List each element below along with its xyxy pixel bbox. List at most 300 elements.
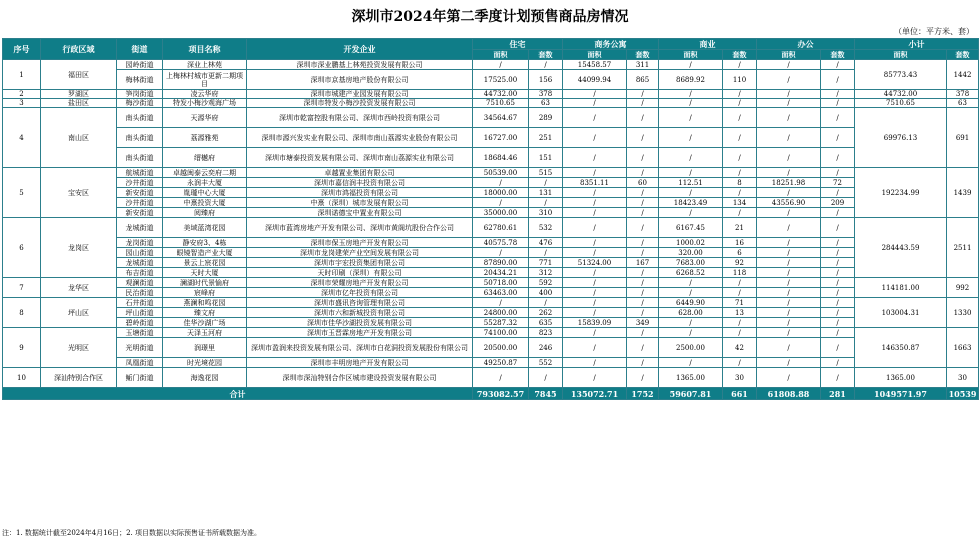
cell-subtotal-area: 7510.65 [855, 99, 947, 108]
cell-res-units: 312 [529, 268, 563, 278]
cell-street: 龙岗街道 [117, 238, 163, 248]
cell-street: 玉塘街道 [117, 328, 163, 338]
cell-off-units: / [821, 328, 855, 338]
table-row [3, 90, 979, 99]
cell-off-units: / [821, 208, 855, 218]
cell-street: 梅林街道 [117, 70, 163, 90]
cell-off-units: / [821, 168, 855, 178]
cell-developer: 深圳市深汕特别合作区城市建设投资发展有限公司 [247, 368, 473, 388]
header-district: 行政区域 [41, 39, 117, 60]
cell-com-area: / [659, 358, 723, 368]
cell-apt-area: / [563, 248, 627, 258]
cell-apt-area: / [563, 288, 627, 298]
cell-seq: 1 [3, 60, 41, 90]
total-com-units: 661 [723, 388, 757, 400]
cell-subtotal-units: 378 [947, 90, 979, 99]
total-apt-area: 135072.71 [563, 388, 627, 400]
cell-street: 布吉街道 [117, 268, 163, 278]
cell-street: 龙城街道 [117, 258, 163, 268]
cell-com-units: 8 [723, 178, 757, 188]
cell-project: 天时大厦 [163, 268, 247, 278]
cell-res-units: / [529, 248, 563, 258]
cell-street: 观澜街道 [117, 278, 163, 288]
cell-com-units: 71 [723, 298, 757, 308]
table-row [3, 168, 979, 178]
cell-developer: 深圳市荣耀房地产开发有限公司 [247, 278, 473, 288]
cell-res-area: 74100.00 [473, 328, 529, 338]
cell-project: 时光境花园 [163, 358, 247, 368]
cell-apt-area: / [563, 338, 627, 358]
cell-apt-units: / [627, 278, 659, 288]
cell-off-units: 209 [821, 198, 855, 208]
cell-apt-area: 15458.57 [563, 60, 627, 70]
cell-com-units: / [723, 99, 757, 108]
cell-off-units: / [821, 238, 855, 248]
cell-apt-area: / [563, 358, 627, 368]
cell-apt-units: / [627, 108, 659, 128]
cell-res-units: 151 [529, 148, 563, 168]
cell-com-units: / [723, 188, 757, 198]
header-commercial: 商业 [659, 39, 757, 50]
cell-res-area: 55287.32 [473, 318, 529, 328]
cell-subtotal-area: 192234.99 [855, 168, 947, 218]
cell-res-units: 262 [529, 308, 563, 318]
cell-res-area: / [473, 178, 529, 188]
cell-developer: 深圳市玉晋霖房地产开发有限公司 [247, 328, 473, 338]
cell-res-units: 515 [529, 168, 563, 178]
cell-street: 梅沙街道 [117, 99, 163, 108]
cell-off-area: / [757, 258, 821, 268]
cell-project: 荔源雅苑 [163, 128, 247, 148]
table-row [3, 338, 979, 358]
cell-com-area: / [659, 318, 723, 328]
cell-res-units: / [529, 198, 563, 208]
cell-developer: 深圳市乾富控股有限公司、深圳市西岭投资有限公司 [247, 108, 473, 128]
cell-apt-units: / [627, 328, 659, 338]
page-title: 深圳市2024年第二季度计划预售商品房情况 [351, 9, 629, 25]
cell-com-units: / [723, 278, 757, 288]
total-sub-units: 10539 [947, 388, 979, 400]
cell-street: 沙井街道 [117, 198, 163, 208]
cell-subtotal-area: 69976.13 [855, 108, 947, 168]
cell-project: 美域蓝湾花园 [163, 218, 247, 238]
cell-com-units: 21 [723, 218, 757, 238]
cell-apt-units: / [627, 368, 659, 388]
total-com-area: 59607.81 [659, 388, 723, 400]
footnote: 注：1. 数据统计截至2024年4月16日；2. 项目数据以实际预售证书所载数据为准。 [2, 529, 261, 537]
cell-com-area: 1000.02 [659, 238, 723, 248]
cell-com-area: 320.00 [659, 248, 723, 258]
cell-res-units: / [529, 368, 563, 388]
cell-off-area: 43556.90 [757, 198, 821, 208]
cell-project: 澜湖时代景愉府 [163, 278, 247, 288]
cell-com-units: / [723, 318, 757, 328]
cell-res-area: / [473, 248, 529, 258]
subheader-units: 套数 [529, 50, 563, 60]
table-row [3, 128, 979, 148]
cell-apt-area: / [563, 128, 627, 148]
cell-off-units: / [821, 268, 855, 278]
subheader-area: 面积 [659, 50, 723, 60]
cell-res-units: 63 [529, 99, 563, 108]
cell-seq: 5 [3, 168, 41, 218]
cell-com-units: / [723, 60, 757, 70]
cell-street: 光明街道 [117, 338, 163, 358]
cell-project: 静安府3、4栋 [163, 238, 247, 248]
header-residential: 住宅 [473, 39, 563, 50]
cell-apt-units: 60 [627, 178, 659, 188]
cell-subtotal-area: 103004.31 [855, 298, 947, 328]
cell-off-units: / [821, 188, 855, 198]
cell-developer: 深圳市蓝湾房地产开发有限公司、深圳市黄阁坑股份合作公司 [247, 218, 473, 238]
cell-project: 永润丰大厦 [163, 178, 247, 188]
cell-off-units: / [821, 128, 855, 148]
cell-apt-area: / [563, 218, 627, 238]
cell-seq: 6 [3, 218, 41, 278]
cell-off-area: / [757, 208, 821, 218]
cell-apt-area: 51324.00 [563, 258, 627, 268]
cell-project: 天泽玉河府 [163, 328, 247, 338]
cell-com-area: 2500.00 [659, 338, 723, 358]
cell-project: 宸峰府 [163, 288, 247, 298]
cell-subtotal-units: 992 [947, 278, 979, 298]
cell-com-units: 92 [723, 258, 757, 268]
cell-res-area: 20434.21 [473, 268, 529, 278]
cell-res-area: / [473, 298, 529, 308]
cell-com-units: / [723, 128, 757, 148]
cell-apt-area: / [563, 328, 627, 338]
cell-com-units: 13 [723, 308, 757, 318]
cell-seq: 2 [3, 90, 41, 99]
cell-street: 新安街道 [117, 208, 163, 218]
cell-apt-area: / [563, 308, 627, 318]
cell-seq: 9 [3, 328, 41, 368]
cell-project: 深业上林苑 [163, 60, 247, 70]
cell-district: 光明区 [41, 328, 117, 368]
cell-developer: 深圳诺德宝中置业有限公司 [247, 208, 473, 218]
cell-district: 龙华区 [41, 278, 117, 298]
table-row [3, 218, 979, 238]
cell-street: 石井街道 [117, 298, 163, 308]
cell-res-area: 34564.67 [473, 108, 529, 128]
cell-project: 景云上宸花园 [163, 258, 247, 268]
cell-com-area: 628.00 [659, 308, 723, 318]
table-row [3, 368, 979, 388]
cell-res-area: 7510.65 [473, 99, 529, 108]
cell-district: 南山区 [41, 108, 117, 168]
cell-apt-area: / [563, 368, 627, 388]
cell-apt-area: / [563, 208, 627, 218]
cell-off-area: 18251.98 [757, 178, 821, 188]
cell-subtotal-area: 85773.43 [855, 60, 947, 90]
cell-off-area: / [757, 148, 821, 168]
cell-apt-units: / [627, 148, 659, 168]
total-off-area: 61808.88 [757, 388, 821, 400]
cell-seq: 8 [3, 298, 41, 328]
cell-developer: 深圳市宇宏投资集团有限公司 [247, 258, 473, 268]
subheader-units: 套数 [723, 50, 757, 60]
cell-apt-units: / [627, 248, 659, 258]
cell-res-area: 17525.00 [473, 70, 529, 90]
cell-apt-units: / [627, 218, 659, 238]
cell-com-area: / [659, 128, 723, 148]
cell-subtotal-area: 284443.59 [855, 218, 947, 278]
cell-apt-area: / [563, 168, 627, 178]
table-row [3, 248, 979, 258]
cell-apt-units: / [627, 90, 659, 99]
table-row [3, 148, 979, 168]
cell-res-units: 771 [529, 258, 563, 268]
cell-com-area: / [659, 278, 723, 288]
cell-res-area: 18684.46 [473, 148, 529, 168]
cell-res-units: 635 [529, 318, 563, 328]
cell-developer: 卓越置业集团有限公司 [247, 168, 473, 178]
cell-seq: 7 [3, 278, 41, 298]
cell-com-units: 134 [723, 198, 757, 208]
cell-res-area: 62780.61 [473, 218, 529, 238]
subheader-area: 面积 [563, 50, 627, 60]
cell-com-area: 112.51 [659, 178, 723, 188]
cell-street: 龙城街道 [117, 218, 163, 238]
cell-developer: 深圳市嘉信润丰投资有限公司 [247, 178, 473, 188]
header-street: 街道 [117, 39, 163, 60]
table-row [3, 99, 979, 108]
cell-off-units: / [821, 358, 855, 368]
cell-developer: 深圳市京基房地产股份有限公司 [247, 70, 473, 90]
cell-developer: 深圳市深业鹏基上林苑投资发展有限公司 [247, 60, 473, 70]
table-row [3, 60, 979, 70]
cell-res-units: 246 [529, 338, 563, 358]
cell-apt-units: / [627, 198, 659, 208]
total-res-area: 793082.57 [473, 388, 529, 400]
cell-off-units: / [821, 298, 855, 308]
cell-apt-units: 167 [627, 258, 659, 268]
table-row [3, 188, 979, 198]
header-developer: 开发企业 [247, 39, 473, 60]
cell-subtotal-units: 63 [947, 99, 979, 108]
cell-off-units: / [821, 218, 855, 238]
unit-note: （单位：平方米、套） [894, 27, 974, 36]
table-row [3, 258, 979, 268]
cell-off-area: / [757, 318, 821, 328]
cell-street: 鲘门街道 [117, 368, 163, 388]
cell-developer: 深圳市城建产业园发展有限公司 [247, 90, 473, 99]
cell-res-area: 87890.00 [473, 258, 529, 268]
subheader-units: 套数 [821, 50, 855, 60]
table-row [3, 308, 979, 318]
table-row [3, 328, 979, 338]
cell-project: 阅臻府 [163, 208, 247, 218]
table-row [3, 238, 979, 248]
cell-subtotal-units: 30 [947, 368, 979, 388]
cell-district: 坪山区 [41, 298, 117, 328]
cell-apt-area: 8351.11 [563, 178, 627, 188]
total-apt-units: 1752 [627, 388, 659, 400]
cell-apt-units: / [627, 308, 659, 318]
table-row [3, 70, 979, 90]
cell-off-area: / [757, 328, 821, 338]
cell-com-units: 6 [723, 248, 757, 258]
cell-res-area: 63463.00 [473, 288, 529, 298]
cell-apt-units: / [627, 128, 659, 148]
cell-district: 宝安区 [41, 168, 117, 218]
cell-seq: 3 [3, 99, 41, 108]
cell-com-area: / [659, 90, 723, 99]
cell-project: 缙樾府 [163, 148, 247, 168]
header-subtotal: 小计 [855, 39, 979, 50]
cell-off-area: / [757, 168, 821, 178]
cell-subtotal-area: 1365.00 [855, 368, 947, 388]
cell-street: 新安街道 [117, 188, 163, 198]
cell-res-area: 50718.00 [473, 278, 529, 288]
cell-res-area: 50539.00 [473, 168, 529, 178]
table-row [3, 358, 979, 368]
cell-apt-units: / [627, 358, 659, 368]
cell-off-area: / [757, 278, 821, 288]
cell-off-area: / [757, 248, 821, 258]
cell-project: 特发小梅沙观海广场 [163, 99, 247, 108]
cell-com-units: / [723, 148, 757, 168]
cell-res-area: / [473, 60, 529, 70]
cell-project: 胤瓏中心大厦 [163, 188, 247, 198]
cell-off-area: / [757, 308, 821, 318]
cell-apt-area: / [563, 198, 627, 208]
cell-off-area: / [757, 70, 821, 90]
cell-apt-units: 311 [627, 60, 659, 70]
cell-com-area: / [659, 99, 723, 108]
cell-district: 盐田区 [41, 99, 117, 108]
cell-apt-area: / [563, 188, 627, 198]
header-office: 办公 [757, 39, 855, 50]
cell-street: 民治街道 [117, 288, 163, 298]
cell-street: 园山街道 [117, 248, 163, 258]
table-row [3, 298, 979, 308]
cell-subtotal-units: 691 [947, 108, 979, 168]
cell-res-units: 310 [529, 208, 563, 218]
cell-res-area: / [473, 368, 529, 388]
cell-apt-area: / [563, 148, 627, 168]
cell-subtotal-area: 146350.87 [855, 328, 947, 368]
subheader-area: 面积 [855, 50, 947, 60]
cell-street: 航城街道 [117, 168, 163, 178]
cell-off-units: / [821, 148, 855, 168]
cell-off-area: / [757, 358, 821, 368]
cell-apt-units: / [627, 338, 659, 358]
cell-project: 臻文府 [163, 308, 247, 318]
cell-apt-area: / [563, 90, 627, 99]
cell-district: 龙岗区 [41, 218, 117, 278]
total-off-units: 281 [821, 388, 855, 400]
cell-res-units: / [529, 298, 563, 308]
subheader-units: 套数 [627, 50, 659, 60]
table-row [3, 278, 979, 288]
cell-off-area: / [757, 99, 821, 108]
cell-project: 天源华府 [163, 108, 247, 128]
cell-apt-units: / [627, 298, 659, 308]
cell-street: 沙井街道 [117, 178, 163, 188]
cell-street: 凤凰街道 [117, 358, 163, 368]
cell-off-area: / [757, 368, 821, 388]
cell-apt-area: / [563, 268, 627, 278]
cell-res-units: 400 [529, 288, 563, 298]
cell-res-area: / [473, 198, 529, 208]
cell-com-area: 8689.92 [659, 70, 723, 90]
cell-district: 罗湖区 [41, 90, 117, 99]
header-project: 项目名称 [163, 39, 247, 60]
cell-developer: 深圳市塘泰投资发展有限公司、深圳市南山荔源实业有限公司 [247, 148, 473, 168]
cell-district: 福田区 [41, 60, 117, 90]
cell-com-area: / [659, 60, 723, 70]
cell-off-units: 72 [821, 178, 855, 188]
cell-res-area: 16727.00 [473, 128, 529, 148]
cell-developer: 深圳市龙岗建荣产业空间发展有限公司 [247, 248, 473, 258]
cell-com-units: 30 [723, 368, 757, 388]
cell-seq: 10 [3, 368, 41, 388]
cell-developer: 中熹（深圳）城市发展有限公司 [247, 198, 473, 208]
cell-apt-area: / [563, 298, 627, 308]
cell-com-units: 118 [723, 268, 757, 278]
cell-res-units: 476 [529, 238, 563, 248]
cell-apt-units: / [627, 238, 659, 248]
cell-apt-area: / [563, 278, 627, 288]
cell-com-units: / [723, 168, 757, 178]
cell-off-units: / [821, 60, 855, 70]
cell-apt-units: / [627, 208, 659, 218]
cell-com-area: 6268.52 [659, 268, 723, 278]
cell-apt-area: / [563, 99, 627, 108]
cell-com-units: / [723, 358, 757, 368]
cell-com-area: 1365.00 [659, 368, 723, 388]
cell-res-units: 823 [529, 328, 563, 338]
cell-off-units: / [821, 248, 855, 258]
cell-seq: 4 [3, 108, 41, 168]
cell-project: 燕澜和鸣花园 [163, 298, 247, 308]
cell-street: 南头街道 [117, 148, 163, 168]
cell-com-units: / [723, 90, 757, 99]
cell-com-area: / [659, 208, 723, 218]
cell-res-area: 40575.78 [473, 238, 529, 248]
cell-street: 南头街道 [117, 108, 163, 128]
cell-res-units: 552 [529, 358, 563, 368]
cell-res-units: 156 [529, 70, 563, 90]
cell-com-units: / [723, 328, 757, 338]
cell-project: 佳华沙湖广场 [163, 318, 247, 328]
cell-com-units: / [723, 208, 757, 218]
cell-developer: 深圳市源兴发实业有限公司、深圳市南山荔源实业股份有限公司 [247, 128, 473, 148]
cell-com-area: 6449.90 [659, 298, 723, 308]
cell-off-units: / [821, 338, 855, 358]
cell-apt-units: 865 [627, 70, 659, 90]
cell-res-area: 18000.00 [473, 188, 529, 198]
presale-table [2, 38, 979, 400]
cell-off-units: / [821, 278, 855, 288]
subheader-area: 面积 [757, 50, 821, 60]
cell-apt-area: 44099.94 [563, 70, 627, 90]
cell-project: 上梅林村城市更新二期项目 [163, 70, 247, 90]
cell-off-units: / [821, 318, 855, 328]
cell-com-area: / [659, 168, 723, 178]
cell-com-units: 42 [723, 338, 757, 358]
cell-subtotal-units: 1439 [947, 168, 979, 218]
cell-apt-area: / [563, 108, 627, 128]
table-row [3, 268, 979, 278]
cell-apt-area: / [563, 238, 627, 248]
cell-off-units: / [821, 90, 855, 99]
total-sub-area: 1049571.97 [855, 388, 947, 400]
cell-off-area: / [757, 238, 821, 248]
cell-apt-units: 349 [627, 318, 659, 328]
cell-res-area: 49250.87 [473, 358, 529, 368]
